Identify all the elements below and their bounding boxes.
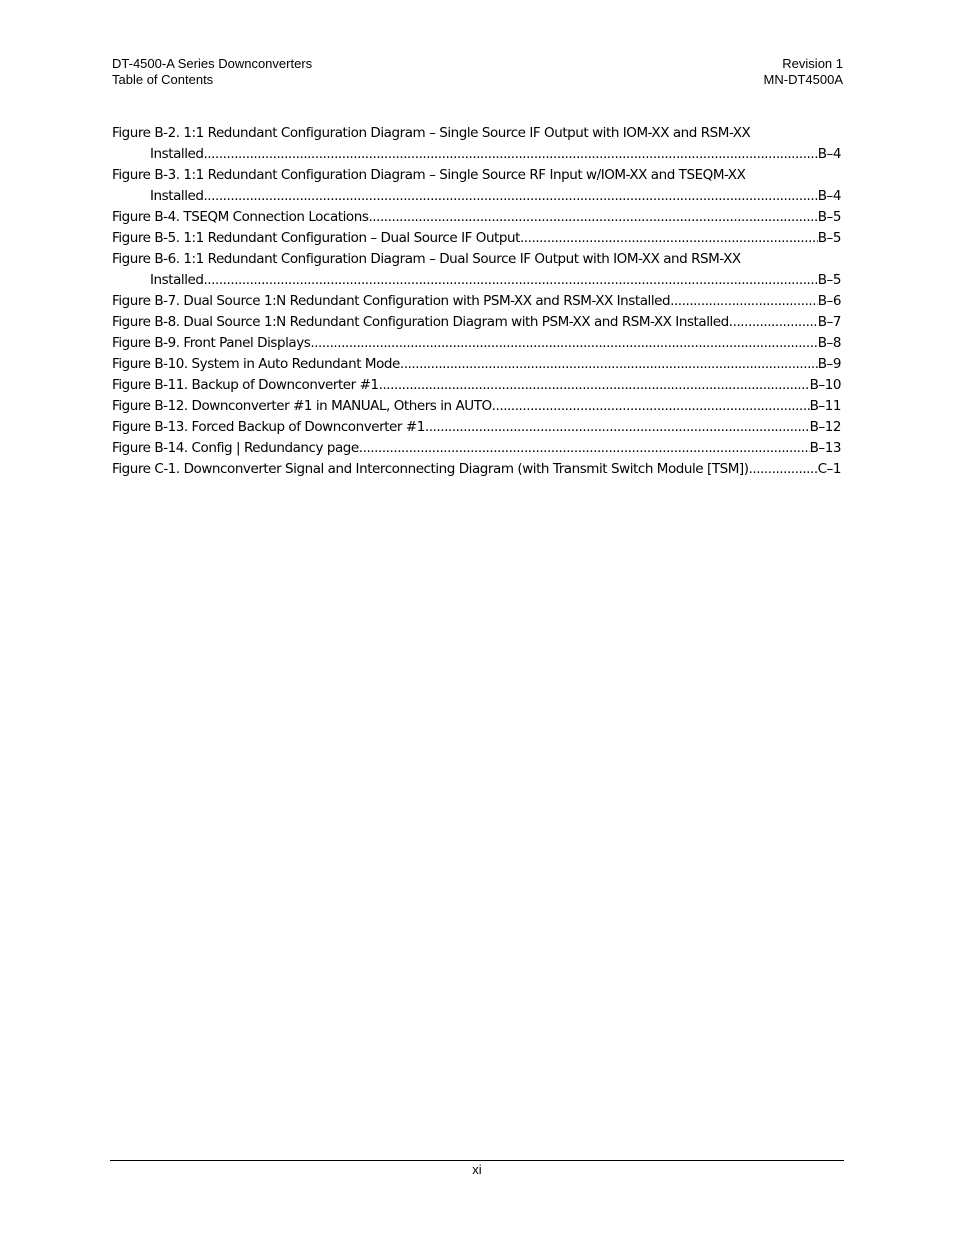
toc-entry-title: Figure B-9. Front Panel Displays — [112, 335, 311, 351]
toc-entry-page: B–6 — [817, 293, 841, 309]
toc-entry[interactable] — [112, 123, 841, 165]
toc-entry-title: Figure B-13. Forced Backup of Downconverter #1 — [112, 419, 425, 435]
toc-entry-page: B–7 — [817, 314, 841, 330]
table-of-figures — [112, 123, 841, 480]
toc-entry-title: Figure B-5. 1:1 Redundant Configuration – Dual Source IF Output — [112, 230, 520, 246]
toc-entry-title: Figure B-8. Dual Source 1:N Redundant Configuration Diagram with PSM-XX and RSM-XX Installed — [112, 314, 729, 330]
document-title: DT-4500-A Series Downconverters — [112, 56, 313, 71]
toc-entry[interactable] — [112, 291, 841, 312]
toc-entry-page: B–5 — [817, 230, 841, 246]
toc-entry-leader-line — [112, 333, 841, 354]
toc-entry-title: Figure B-12. Downconverter #1 in MANUAL, Others in AUTO — [112, 398, 492, 414]
toc-entry[interactable] — [112, 438, 841, 459]
toc-entry-continuation: Installed — [150, 272, 204, 288]
toc-entry[interactable] — [112, 207, 841, 228]
toc-entry-title: Figure B-4. TSEQM Connection Locations — [112, 209, 369, 225]
toc-entry-leader-line — [112, 312, 841, 333]
dot-leader — [749, 459, 818, 480]
revision-label: Revision 1 — [782, 56, 843, 71]
toc-entry-page: B–13 — [809, 440, 841, 456]
toc-entry-page: B–12 — [809, 419, 841, 435]
toc-entry[interactable] — [112, 249, 841, 291]
dot-leader — [492, 396, 810, 417]
dot-leader — [520, 228, 818, 249]
toc-entry-page: C–1 — [817, 461, 841, 477]
toc-entry[interactable] — [112, 333, 841, 354]
dot-leader — [729, 312, 818, 333]
toc-entry-title: Figure B-2. 1:1 Redundant Configuration Diagram – Single Source IF Output with IOM-XX and RSM-XX — [112, 125, 751, 141]
dot-leader — [670, 291, 818, 312]
toc-entry[interactable] — [112, 165, 841, 207]
toc-entry-page: B–4 — [817, 146, 841, 162]
toc-entry-leader-line — [112, 291, 841, 312]
toc-entry-page: B–4 — [817, 188, 841, 204]
toc-entry[interactable] — [112, 417, 841, 438]
toc-entry-leader-line — [112, 270, 841, 291]
toc-entry-continuation: Installed — [150, 146, 204, 162]
toc-entry-leader-line — [112, 396, 841, 417]
toc-entry-title: Figure C-1. Downconverter Signal and Interconnecting Diagram (with Transmit Switch Module [TSM]) — [112, 461, 749, 477]
toc-entry-leader-line — [112, 459, 841, 480]
toc-entry-continuation: Installed — [150, 188, 204, 204]
toc-entry-leader-line — [112, 144, 841, 165]
dot-leader — [203, 144, 817, 165]
toc-entry-page: B–5 — [817, 272, 841, 288]
toc-entry-page: B–5 — [817, 209, 841, 225]
dot-leader — [359, 438, 810, 459]
toc-entry-title: Figure B-14. Config | Redundancy page — [112, 440, 359, 456]
toc-entry-leader-line — [112, 354, 841, 375]
toc-entry-title: Figure B-3. 1:1 Redundant Configuration Diagram – Single Source RF Input w/IOM-XX and TSEQM-XX — [112, 167, 746, 183]
dot-leader — [400, 354, 818, 375]
page-number: xi — [472, 1162, 482, 1177]
toc-entry-page: B–11 — [809, 398, 841, 414]
manual-number: MN-DT4500A — [763, 72, 843, 87]
page-header — [112, 56, 843, 88]
toc-entry[interactable] — [112, 459, 841, 480]
header-row-2 — [112, 72, 843, 88]
toc-entry[interactable] — [112, 354, 841, 375]
toc-entry-leader-line — [112, 417, 841, 438]
toc-entry[interactable] — [112, 312, 841, 333]
dot-leader — [203, 186, 817, 207]
toc-entry-leader-line — [112, 228, 841, 249]
dot-leader — [203, 270, 817, 291]
toc-entry[interactable] — [112, 228, 841, 249]
dot-leader — [368, 207, 817, 228]
dot-leader — [425, 417, 810, 438]
dot-leader — [379, 375, 810, 396]
toc-entry-leader-line — [112, 186, 841, 207]
toc-entry-title: Figure B-10. System in Auto Redundant Mode — [112, 356, 400, 372]
header-row-1 — [112, 56, 843, 72]
toc-entry-page: B–8 — [817, 335, 841, 351]
toc-entry[interactable] — [112, 375, 841, 396]
toc-entry-title: Figure B-7. Dual Source 1:N Redundant Configuration with PSM-XX and RSM-XX Installed — [112, 293, 671, 309]
toc-entry-leader-line — [112, 438, 841, 459]
toc-entry-leader-line — [112, 375, 841, 396]
dot-leader — [310, 333, 817, 354]
toc-entry-page: B–10 — [809, 377, 841, 393]
toc-entry-page: B–9 — [817, 356, 841, 372]
section-title: Table of Contents — [112, 72, 214, 87]
footer-rule — [110, 1160, 844, 1161]
toc-entry-leader-line — [112, 207, 841, 228]
toc-entry[interactable] — [112, 396, 841, 417]
toc-entry-title: Figure B-6. 1:1 Redundant Configuration Diagram – Dual Source IF Output with IOM-XX and RSM-XX — [112, 251, 741, 267]
toc-entry-title: Figure B-11. Backup of Downconverter #1 — [112, 377, 379, 393]
